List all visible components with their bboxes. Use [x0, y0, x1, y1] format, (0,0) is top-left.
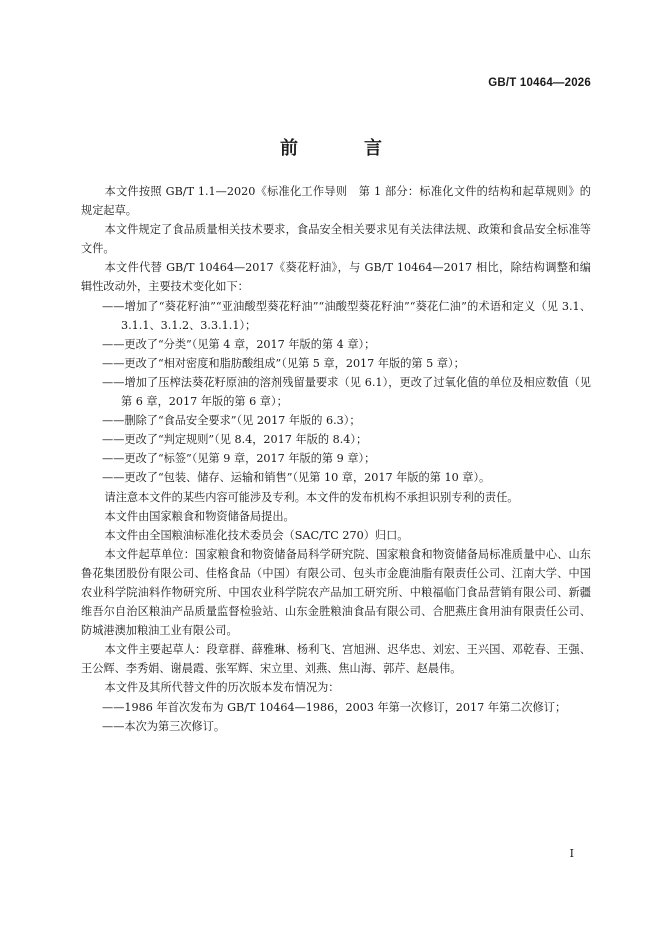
paragraph-history-intro: 本文件及其所代替文件的历次版本发布情况为： — [104, 681, 340, 695]
paragraph-proposer: 本文件由国家粮食和物资储备局提出。 — [104, 509, 295, 523]
paragraph-committee: 本文件由全国粮油标准化技术委员会（SAC/TC 270）归口。 — [104, 528, 409, 542]
change-item: ——更改了“标签”（见第 9 章，2017 年版的第 9 章）； — [102, 452, 376, 466]
paragraph-drafting-units: 本文件起草单位：国家粮食和物资储备局科学研究院、国家粮食和物资储备局标准质量中心、山东鲁花集团股份有限公司、佳格食品（中国）有限公司、包头市金鹿油脂有限责任公司、江南大学、中国农业科学院油料作物研究所、中国农业科学院农产品加工研究所、中粮福临门食品营销有限公司、新疆维吾尔自治区粮油产品质量监督检验站、山东金胜粮油食品有限公司、合肥燕庄食用油有限责任公司、防城港澳加粮油工业有限公司。 — [81, 547, 591, 638]
change-item: ——更改了“包装、储存、运输和销售”（见第 10 章，2017 年版的第 10 章）。 — [102, 471, 491, 485]
paragraph-drafters: 本文件主要起草人：段章群、薛雅琳、杨利飞、宫旭洲、迟华忠、刘宏、王兴国、邓乾春、王强、王公辉、李秀娟、谢晨霞、张军辉、宋立里、刘燕、焦山海、郭芹、赵晨伟。 — [81, 643, 591, 676]
paragraph-scope-note: 本文件规定了食品质量相关技术要求，食品安全相关要求见有关法律法规、政策和食品安全标准等文件。 — [81, 223, 591, 256]
change-item: ——更改了“相对密度和脂肪酸组成”（见第 5 章，2017 年版的第 5 章）； — [102, 356, 465, 370]
standard-code: GB/T 10464—2026 — [488, 77, 591, 89]
history-item: ——1986 年首次发布为 GB/T 10464—1986，2003 年第一次修订，2017 年第二次修订； — [102, 700, 567, 714]
change-item: ——更改了“分类”（见第 4 章，2017 年版的第 4 章）； — [102, 337, 376, 351]
change-item: ——增加了压榨法葵花籽原油的溶剂残留量要求（见 6.1），更改了过氧化值的单位及相应数值（见第 6 章，2017 年版的第 6 章）； — [102, 375, 591, 409]
change-item: ——增加了“葵花籽油”“亚油酸型葵花籽油”“油酸型葵花籽油”“葵花仁油”的术语和定义（见 3.1、3.1.1、3.1.2、3.3.1.1）； — [102, 299, 591, 332]
paragraph-patent-notice: 请注意本文件的某些内容可能涉及专利。本文件的发布机构不承担识别专利的责任。 — [104, 490, 519, 504]
paragraph-replacement: 本文件代替 GB/T 10464—2017《葵花籽油》，与 GB/T 10464—2017 相比，除结构调整和编辑性改动外，主要技术变化如下： — [81, 261, 591, 294]
change-item: ——删除了“食品安全要求”（见 2017 年版的 6.3）； — [102, 414, 361, 428]
foreword-body — [81, 182, 591, 736]
page-title: 前 言 — [280, 138, 406, 159]
change-item: ——更改了“判定规则”（见 8.4，2017 年版的 8.4）； — [102, 433, 368, 447]
history-item: ——本次为第三次修订。 — [102, 719, 226, 733]
page-number: I — [569, 847, 574, 860]
paragraph-drafting-basis: 本文件按照 GB/T 1.1—2020《标准化工作导则 第 1 部分：标准化文件的结构和起草规则》的规定起草。 — [81, 185, 591, 218]
